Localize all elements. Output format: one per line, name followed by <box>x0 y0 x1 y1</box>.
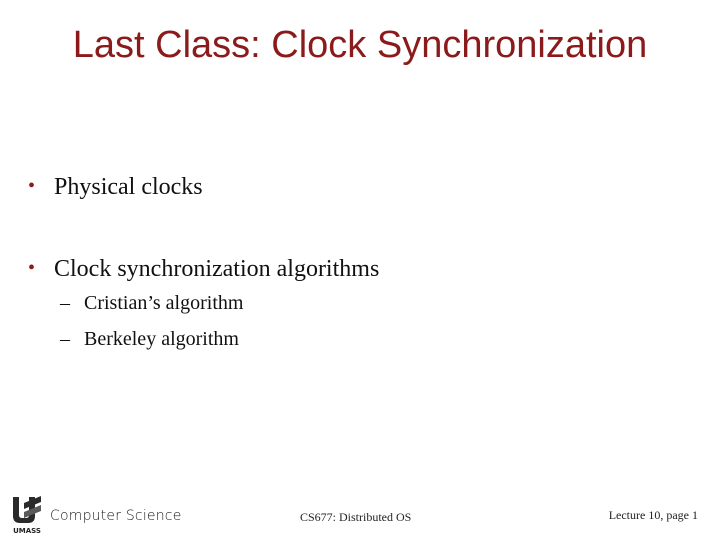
umass-logo <box>10 494 44 534</box>
footer-course: CS677: Distributed OS <box>300 510 412 524</box>
bullet-text: Clock synchronization algorithms <box>54 256 380 282</box>
slide-title: Last Class: Clock Synchronization <box>72 24 648 66</box>
footer-page-number: Lecture 10, page 1 <box>608 508 698 522</box>
footer-department: Computer Science <box>50 508 182 524</box>
logo-text: UMASS <box>13 527 41 534</box>
sub-bullet-text: Cristian’s algorithm <box>84 292 244 314</box>
slide-footer <box>0 490 720 540</box>
bullet-marker: • <box>28 175 36 197</box>
sub-bullet-text: Berkeley algorithm <box>84 328 239 350</box>
sub-bullet-marker: – <box>60 328 70 350</box>
bullet-text: Physical clocks <box>54 174 203 200</box>
bullet-marker: • <box>28 257 36 279</box>
bullet-item <box>28 256 379 283</box>
sub-bullet-marker: – <box>60 292 70 314</box>
sub-bullet-item <box>60 292 243 315</box>
bullet-item <box>28 174 203 201</box>
sub-bullet-item <box>60 328 239 351</box>
